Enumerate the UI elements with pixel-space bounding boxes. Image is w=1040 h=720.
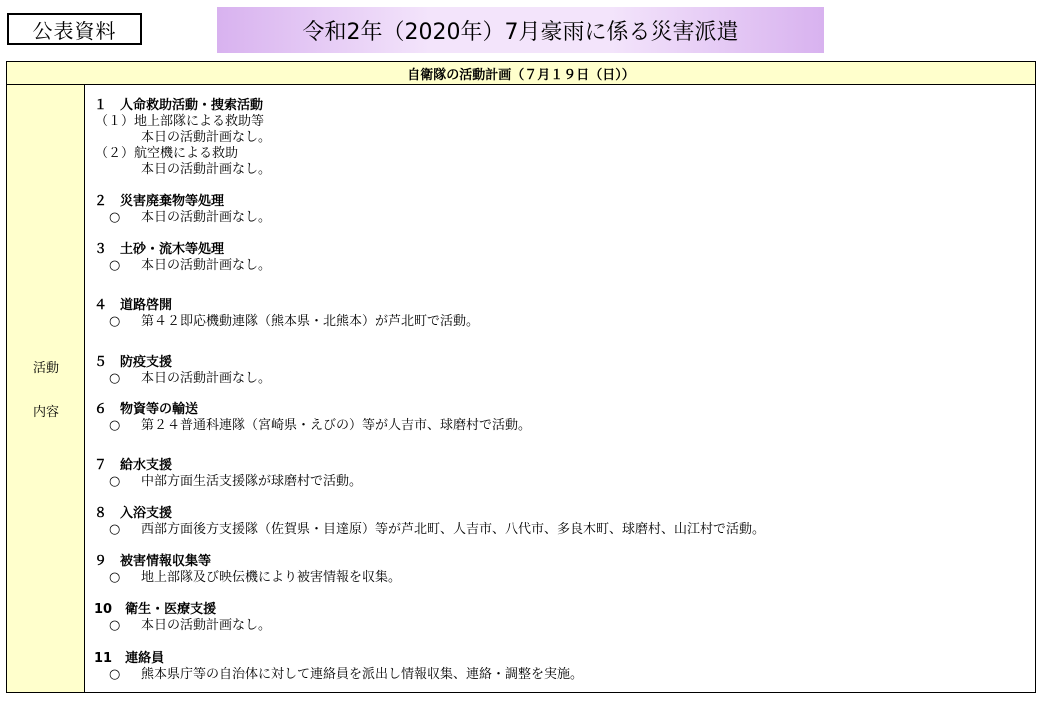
side-label-content: 内容	[32, 405, 59, 420]
activity-content	[85, 85, 1035, 692]
section-item	[109, 371, 1035, 387]
section-water	[85, 458, 1035, 490]
sub-title: （１）地上部隊による救助等	[95, 114, 265, 129]
circle-bullet: ○	[109, 570, 121, 585]
section-heading: ２ 災害廃棄物等処理	[94, 194, 225, 209]
section-item	[109, 570, 1035, 586]
section-heading: ７ 給水支援	[94, 458, 173, 473]
activity-plan-table	[6, 61, 1036, 693]
section-heading: ８ 入浴支援	[94, 506, 173, 521]
section-liaison	[85, 651, 1035, 683]
section-waste	[85, 194, 1035, 226]
sub-title: （２）航空機による救助	[95, 146, 239, 161]
circle-bullet: ○	[109, 418, 121, 433]
section-item	[109, 210, 1035, 226]
circle-bullet: ○	[109, 522, 121, 537]
section-text: 第２４普通科連隊（宮崎県・えびの）等が人吉市、球磨村で活動。	[141, 418, 532, 433]
circle-bullet: ○	[109, 210, 121, 225]
section-transport	[85, 402, 1035, 434]
sub-text: 本日の活動計画なし。	[141, 130, 272, 145]
section-text: 西部方面後方支援隊（佐賀県・目達原）等が芦北町、人吉市、八代市、多良木町、球磨村、山江村で活動。	[141, 522, 766, 537]
section-medical	[85, 602, 1035, 634]
section-rescue	[85, 98, 1035, 178]
side-column	[7, 85, 85, 692]
sub-text: 本日の活動計画なし。	[141, 162, 272, 177]
section-text: 熊本県庁等の自治体に対して連絡員を派出し情報収集、連絡・調整を実施。	[141, 667, 584, 682]
section-sediment	[85, 242, 1035, 274]
section-heading: ９ 被害情報収集等	[94, 554, 212, 569]
circle-bullet: ○	[109, 314, 121, 329]
section-item	[109, 474, 1035, 490]
section-heading: 10 衛生・医療支援	[94, 602, 217, 617]
circle-bullet: ○	[109, 474, 121, 489]
section-text: 本日の活動計画なし。	[141, 210, 272, 225]
section-item	[109, 618, 1035, 634]
section-item	[109, 314, 1035, 330]
section-item	[109, 667, 1035, 683]
section-text: 本日の活動計画なし。	[141, 618, 272, 633]
circle-bullet: ○	[109, 258, 121, 273]
public-document-label: 公表資料	[7, 13, 142, 45]
circle-bullet: ○	[109, 618, 121, 633]
section-heading: ５ 防疫支援	[94, 355, 173, 370]
table-header: 自衛隊の活動計画（７月１９日（日））	[7, 62, 1035, 85]
section-info-gathering	[85, 554, 1035, 586]
section-item	[109, 418, 1035, 434]
section-heading: １ 人命救助活動・捜索活動	[94, 98, 264, 113]
section-item	[109, 258, 1035, 274]
section-road	[85, 298, 1035, 330]
section-bath	[85, 506, 1035, 538]
section-text: 第４２即応機動連隊（熊本県・北熊本）が芦北町で活動。	[141, 314, 480, 329]
section-heading: ３ 土砂・流木等処理	[94, 242, 225, 257]
circle-bullet: ○	[109, 667, 121, 682]
section-text: 本日の活動計画なし。	[141, 371, 272, 386]
side-label-activity: 活動	[32, 361, 59, 376]
section-heading: 11 連絡員	[94, 651, 165, 666]
circle-bullet: ○	[109, 371, 121, 386]
section-epidemic	[85, 355, 1035, 387]
section-heading: ６ 物資等の輸送	[94, 402, 199, 417]
section-item	[109, 522, 1035, 538]
section-text: 地上部隊及び映伝機により被害情報を収集。	[141, 570, 402, 585]
section-text: 本日の活動計画なし。	[141, 258, 272, 273]
section-heading: ４ 道路啓開	[94, 298, 173, 313]
page-title: 令和2年（2020年）7月豪雨に係る災害派遣	[217, 7, 824, 53]
section-text: 中部方面生活支援隊が球磨村で活動。	[141, 474, 363, 489]
